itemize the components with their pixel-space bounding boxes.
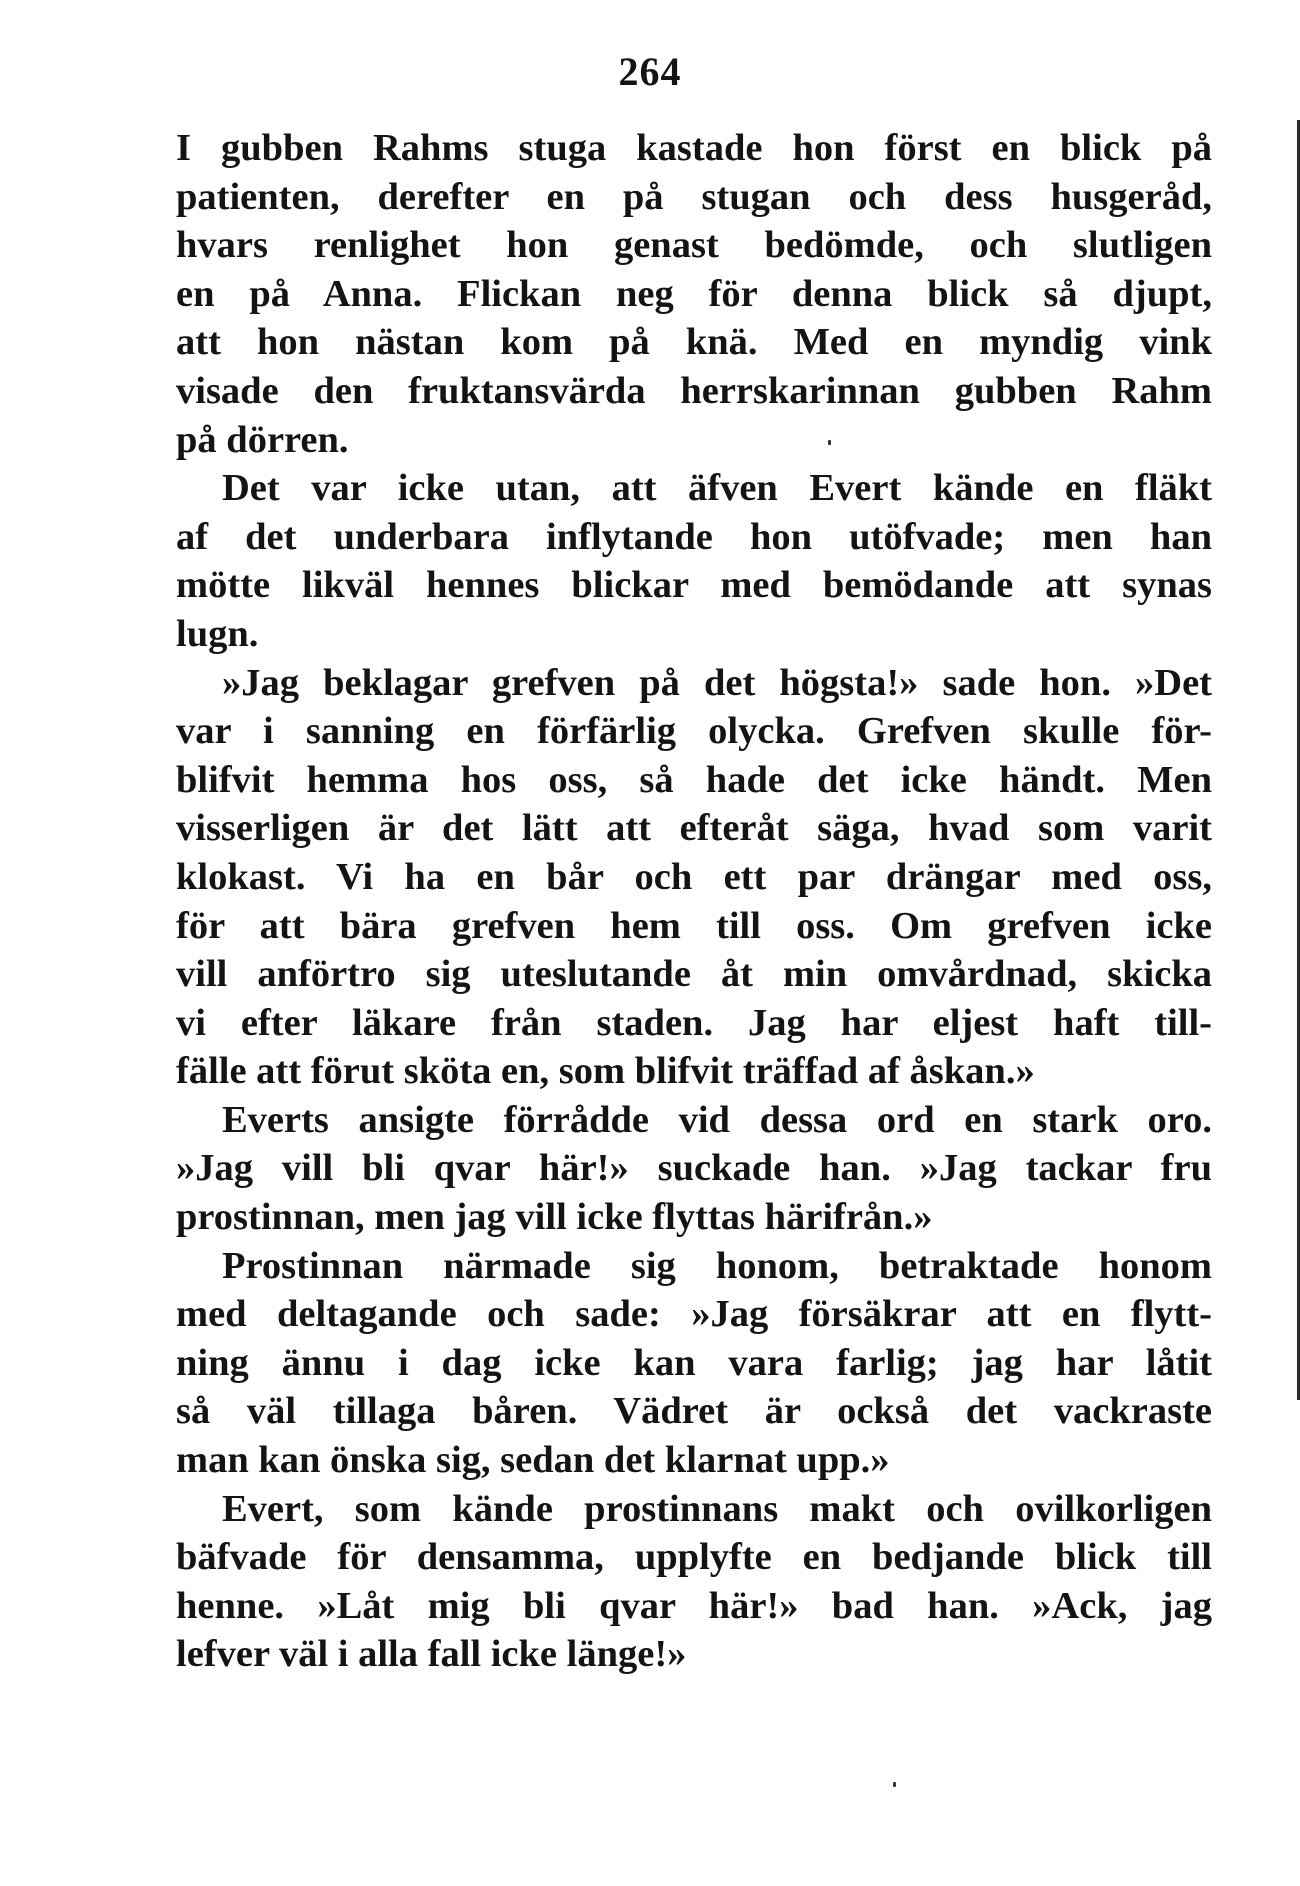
paragraph [176,1485,1212,1679]
text-line: Everts ansigte förrådde vid dessa ord en stark oro. [222,1098,1212,1141]
body-text [176,124,1212,1679]
text-line: vill anförtro sig uteslutande åt min omvårdnad, skicka [176,953,1212,996]
paragraph [176,1242,1212,1485]
text-line: I gubben Rahms stuga kastade hon först en blick på [176,127,1212,169]
text-line: för att bära grefven hem till oss. Om grefven icke [176,904,1212,947]
text-line: mötte likväl hennes blickar med bemödande att synas [176,564,1212,607]
text-line: så väl tillaga båren. Vädret är också det vackraste [176,1390,1212,1433]
text-line: visserligen är det lätt att efteråt säga, hvad som varit [176,807,1212,850]
text-line: visade den fruktansvärda herrskarinnan gubben Rahm [176,369,1212,412]
text-line: på dörren. [176,418,349,461]
text-line: »Jag vill bli qvar här!» suckade han. »Jag tackar fru [176,1147,1212,1190]
text-line: fälle att förut sköta en, som blifvit träffad af åskan.» [176,1050,1035,1093]
text-line: en på Anna. Flickan neg för denna blick så djupt, [176,272,1212,315]
paragraph [176,124,1212,464]
text-line: Det var icke utan, att äfven Evert kände en fläkt [222,467,1212,510]
text-line: med deltagande och sade: »Jag försäkrar att en flytt- [176,1293,1212,1336]
text-line: ning ännu i dag icke kan vara farlig; jag har låtit [176,1341,1212,1384]
page-number: 264 [618,49,682,94]
text-line: Evert, som kände prostinnans makt och ovilkorligen [222,1487,1212,1530]
text-line: »Jag beklagar grefven på det högsta!» sade hon. »Det [222,661,1212,704]
text-line: af det underbara inflytande hon utöfvade; men han [176,515,1212,558]
text-line: henne. »Låt mig bli qvar här!» bad han. »Ack, jag [176,1584,1212,1627]
text-line: Prostinnan närmade sig honom, betraktade honom [222,1244,1212,1287]
text-line: var i sanning en förfärlig olycka. Grefven skulle för- [176,710,1212,753]
text-line: man kan önska sig, sedan det klarnat upp.» [176,1439,890,1482]
text-line: klokast. Vi ha en bår och ett par drängar med oss, [176,855,1212,898]
text-line: lugn. [176,612,259,655]
paragraph [176,659,1212,1096]
paragraph [176,464,1212,658]
text-line: att hon nästan kom på knä. Med en myndig vink [176,321,1212,364]
print-speck [893,1782,896,1787]
text-line: blifvit hemma hos oss, så hade det icke händt. Men [176,758,1212,801]
text-line: patienten, derefter en på stugan och dess husgeråd, [176,175,1212,218]
text-line: prostinnan, men jag vill icke flyttas härifrån.» [176,1196,933,1239]
print-speck [828,440,831,445]
text-line: hvars renlighet hon genast bedömde, och slutligen [176,224,1212,267]
text-line: bäfvade för densamma, upplyfte en bedjande blick till [176,1536,1212,1579]
text-line: vi efter läkare från staden. Jag har eljest haft till- [176,1001,1212,1044]
text-line: lefver väl i alla fall icke länge!» [176,1633,687,1676]
paragraph [176,1096,1212,1242]
